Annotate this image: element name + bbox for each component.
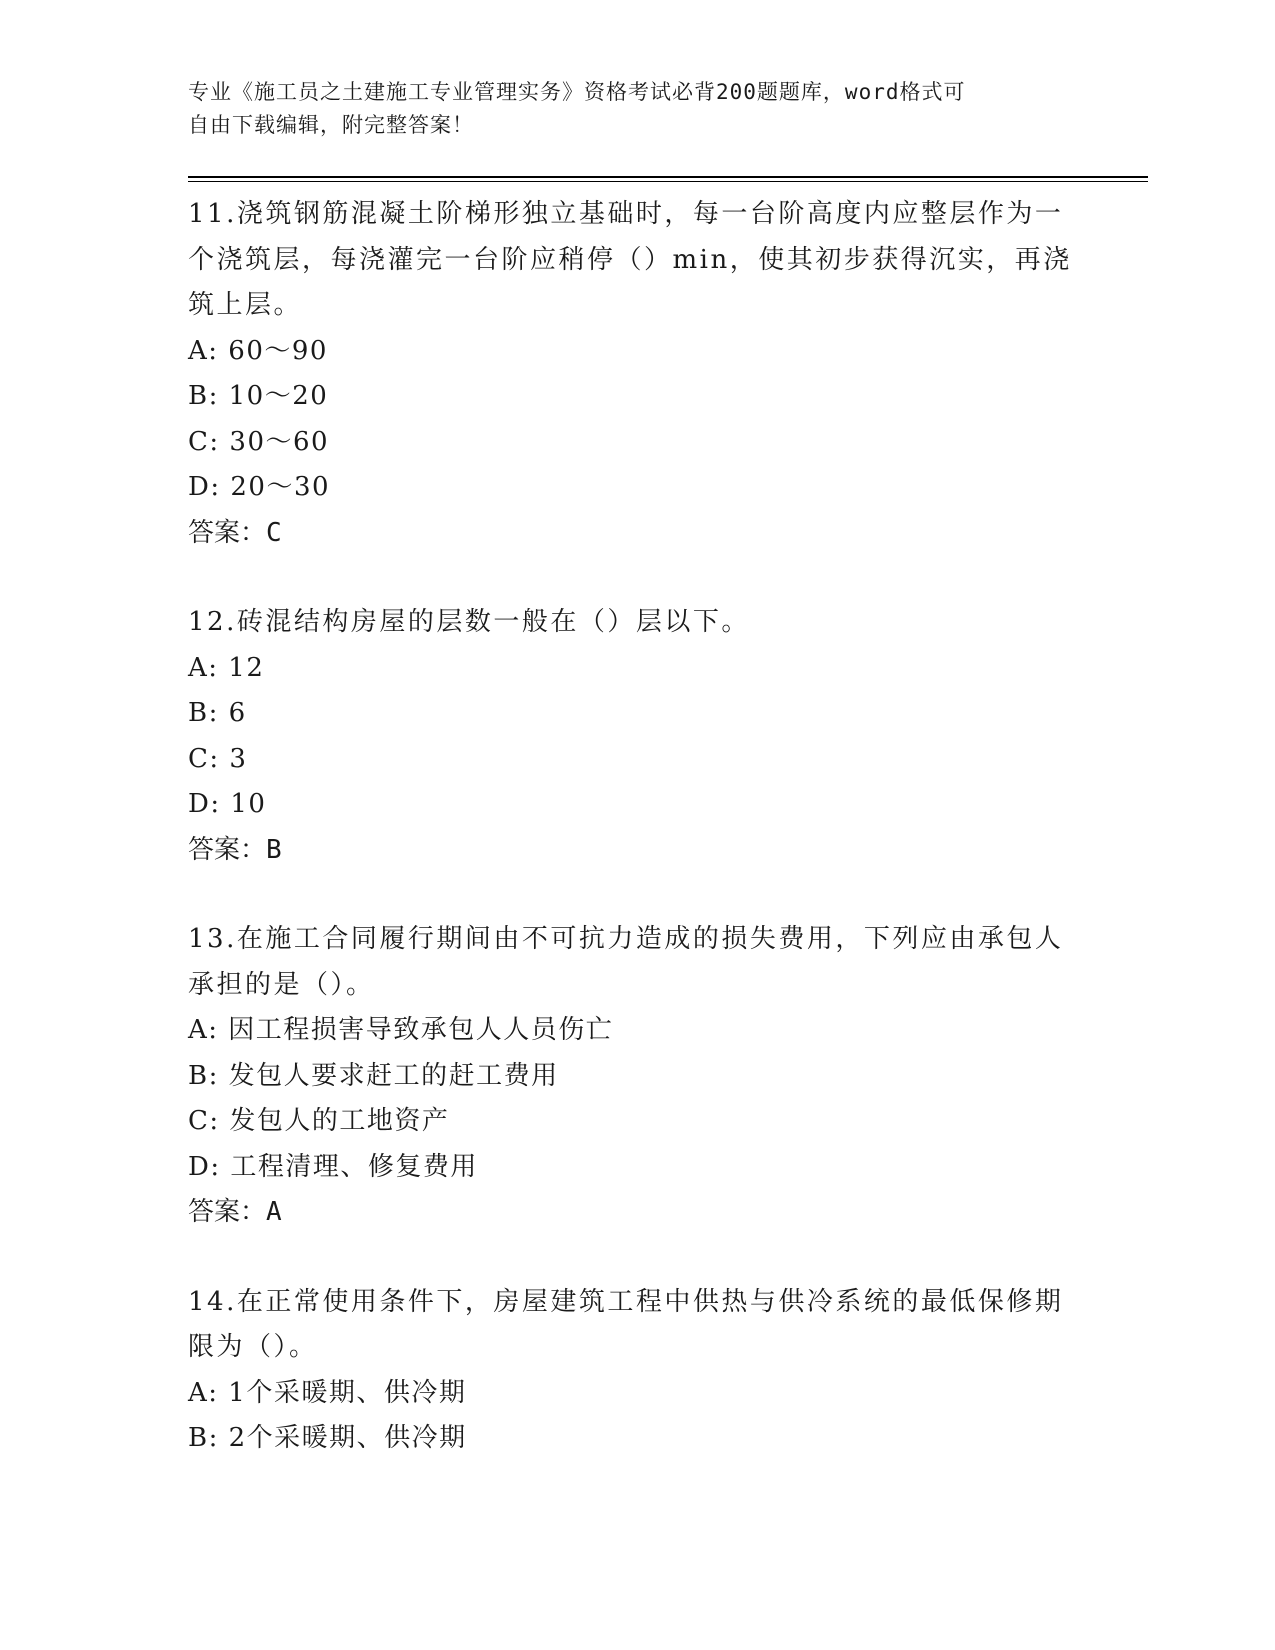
question-stem bbox=[188, 600, 1088, 646]
answer-label: 答案： bbox=[188, 1197, 267, 1227]
answer-value: C bbox=[266, 517, 282, 548]
option-b: B: 发包人要求赶工的赶工费用 bbox=[188, 1060, 559, 1091]
answer-value: A bbox=[266, 1197, 282, 1227]
stem-line: 13.在施工合同履行期间由不可抗力造成的损失费用，下列应由承包人 bbox=[188, 924, 1064, 954]
answer-value: B bbox=[266, 834, 282, 865]
option-a: A: 因工程损害导致承包人人员伤亡 bbox=[188, 1015, 614, 1045]
option-c: C: 发包人的工地资产 bbox=[188, 1106, 450, 1136]
answer-line bbox=[188, 828, 1088, 874]
question-list bbox=[188, 192, 1088, 1506]
question-stem bbox=[188, 192, 1088, 329]
stem-line: 筑上层。 bbox=[188, 290, 303, 320]
option-a: A: 1个采暖期、供冷期 bbox=[188, 1377, 467, 1408]
stem-line: 限为（）。 bbox=[188, 1332, 318, 1362]
option-c: C: 3 bbox=[188, 743, 248, 774]
question-14 bbox=[188, 1280, 1088, 1462]
question-stem bbox=[188, 917, 1088, 1008]
header-line-2: 自由下载编辑，附完整答案！ bbox=[188, 113, 474, 137]
option-d: D: 20～30 bbox=[188, 472, 331, 502]
question-11 bbox=[188, 192, 1088, 556]
stem-line: 11.浇筑钢筋混凝土阶梯形独立基础时，每一台阶高度内应整层作为一 bbox=[188, 199, 1064, 229]
answer-label: 答案： bbox=[188, 517, 267, 548]
question-stem bbox=[188, 1280, 1088, 1371]
document-header bbox=[188, 76, 1088, 142]
option-d: D: 工程清理、修复费用 bbox=[188, 1151, 478, 1182]
header-rule-thin bbox=[188, 181, 1148, 182]
question-13 bbox=[188, 917, 1088, 1236]
option-d: D: 10 bbox=[188, 789, 267, 819]
option-a: A: 60～90 bbox=[188, 335, 328, 366]
option-a: A: 12 bbox=[188, 652, 265, 683]
option-b: B: 10～20 bbox=[188, 381, 329, 411]
option-b: B: 6 bbox=[188, 698, 247, 728]
answer-line bbox=[188, 511, 1088, 557]
question-12 bbox=[188, 600, 1088, 873]
header-rule-thick bbox=[188, 176, 1148, 178]
stem-line: 承担的是（）。 bbox=[188, 969, 375, 1000]
answer-label: 答案： bbox=[188, 834, 267, 865]
option-b: B: 2个采暖期、供冷期 bbox=[188, 1423, 467, 1453]
stem-line: 12.砖混结构房屋的层数一般在（）层以下。 bbox=[188, 607, 750, 637]
header-line-1: 专业《施工员之土建施工专业管理实务》资格考试必背200题题库，word格式可 bbox=[188, 80, 966, 104]
stem-line: 个浇筑层，每浇灌完一台阶应稍停（）min，使其初步获得沉实，再浇 bbox=[188, 244, 1072, 275]
stem-line: 14.在正常使用条件下，房屋建筑工程中供热与供冷系统的最低保修期 bbox=[188, 1286, 1064, 1317]
answer-line bbox=[188, 1190, 1088, 1236]
option-c: C: 30～60 bbox=[188, 426, 330, 457]
